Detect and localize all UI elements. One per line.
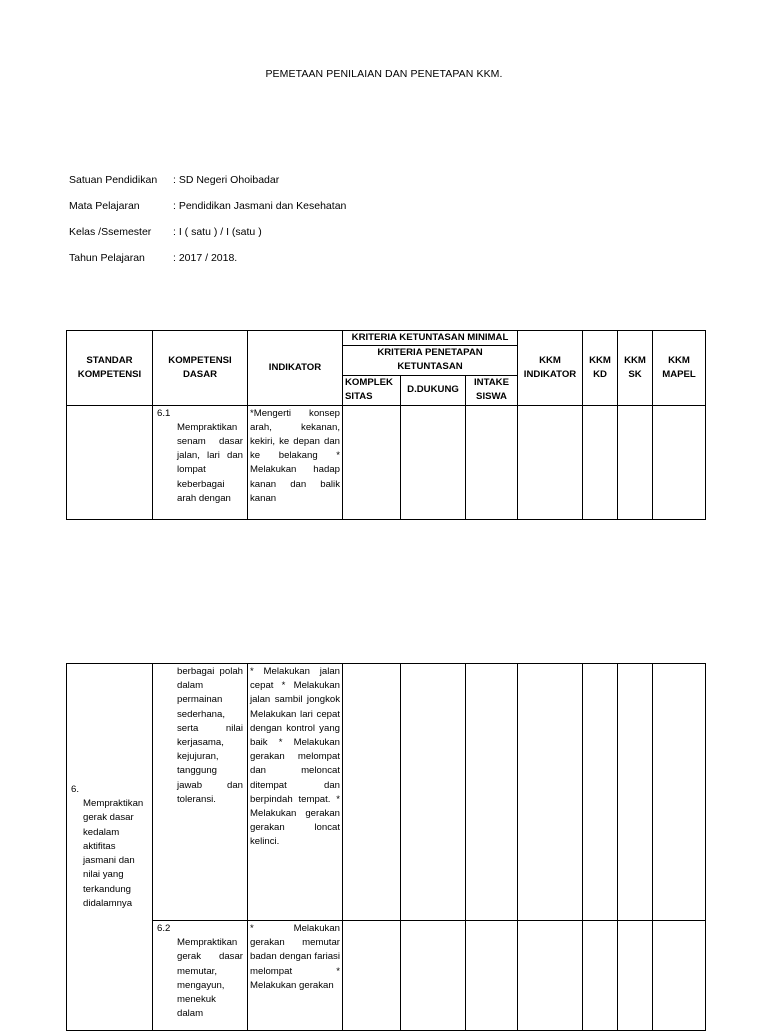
cell-kkm-kd xyxy=(583,921,618,1031)
cell-sk xyxy=(67,664,153,1031)
cell-kkm-kd xyxy=(583,664,618,921)
cell-intake xyxy=(466,664,518,921)
cell-kkm-indikator xyxy=(518,664,583,921)
cell-kkm-mapel xyxy=(653,405,706,519)
cell-dukung xyxy=(401,664,466,921)
kkm-table-page-1 xyxy=(66,330,706,520)
cell-komplek xyxy=(343,405,401,519)
sk-number: 6. xyxy=(71,784,80,796)
cell-kkm-indikator xyxy=(518,405,583,519)
header-komplek: KOMPLEK SITAS xyxy=(343,375,401,405)
cell-komplek xyxy=(343,664,401,921)
cell-kkm-kd xyxy=(583,405,618,519)
meta-value: : 2017 / 2018. xyxy=(173,252,238,264)
meta-row-school xyxy=(69,174,279,186)
header-penetapan: KRITERIA PENETAPAN KETUNTASAN xyxy=(343,346,518,375)
cell-dukung xyxy=(401,405,466,519)
header-kkm-group: KRITERIA KETUNTASAN MINIMAL xyxy=(343,331,518,346)
cell-kkm-sk xyxy=(618,405,653,519)
meta-value: : Pendidikan Jasmani dan Kesehatan xyxy=(173,200,347,212)
kd-text: Mempraktikan senam dasar jalan, lari dan lompat keberbagai arah dengan xyxy=(177,421,243,504)
sk-text: Mempraktikan gerak dasar kedalam aktifitas jasmani dan nilai yang terkandung didalamnya xyxy=(83,798,144,909)
cell-intake xyxy=(466,405,518,519)
meta-row-year xyxy=(69,252,237,264)
cell-kd xyxy=(153,405,248,519)
meta-label: Kelas /Ssemester xyxy=(69,226,152,238)
cell-kd xyxy=(153,664,248,921)
cell-indikator: *Mengerti konsep arah, kekanan, kekiri, ke depan dan ke belakang * Melakukan hadap kanan dan balik kanan xyxy=(248,405,343,519)
meta-row-subject xyxy=(69,200,346,212)
cell-kd xyxy=(153,921,248,1031)
kkm-table-page-2 xyxy=(66,663,706,1031)
kd-text: Mempraktikan gerak dasar memutar, mengayun, menekuk dalam xyxy=(177,937,243,1020)
header-kkm-kd: KKM KD xyxy=(583,331,618,406)
meta-value: : SD Negeri Ohoibadar xyxy=(173,174,280,186)
header-kkm-sk: KKM SK xyxy=(618,331,653,406)
header-kkm-indikator: KKM INDIKATOR xyxy=(518,331,583,406)
kd-number: 6.2 xyxy=(157,923,171,934)
meta-row-class xyxy=(69,226,262,238)
cell-indikator: * Melakukan jalan cepat * Melakukan jalan sambil jongkok Melakukan lari cepat dengan kontrol yang baik * Melakukan gerakan melompat dan meloncat ditempat dan berpindah tempat. * Melakukan gerakan gerakan loncat kelinci. xyxy=(248,664,343,921)
cell-kkm-indikator xyxy=(518,921,583,1031)
cell-kkm-sk xyxy=(618,921,653,1031)
cell-komplek xyxy=(343,921,401,1031)
header-indikator: INDIKATOR xyxy=(248,331,343,406)
cell-kkm-mapel xyxy=(653,921,706,1031)
header-kkm-mapel: KKM MAPEL xyxy=(653,331,706,406)
header-intake: INTAKE SISWA xyxy=(466,375,518,405)
cell-dukung xyxy=(401,921,466,1031)
cell-sk xyxy=(67,405,153,519)
meta-value: : I ( satu ) / I (satu ) xyxy=(173,226,262,238)
cell-indikator: * Melakukan gerakan memutar badan dengan fariasi melompat * Melakukan gerakan xyxy=(248,921,343,1031)
header-sk: STANDAR KOMPETENSI xyxy=(67,331,153,406)
meta-label: Satuan Pendidikan xyxy=(69,174,158,186)
cell-intake xyxy=(466,921,518,1031)
header-dukung: D.DUKUNG xyxy=(401,375,466,405)
cell-kkm-sk xyxy=(618,664,653,921)
meta-label: Tahun Pelajaran xyxy=(69,252,145,264)
cell-kkm-mapel xyxy=(653,664,706,921)
kd-text: berbagai polah dalam permainan sederhana, serta nilai kerjasama, kejujuran, tanggung jawab dan toleransi. xyxy=(177,666,243,805)
header-kd: KOMPETENSI DASAR xyxy=(153,331,248,406)
kd-number: 6.1 xyxy=(157,407,171,419)
meta-label: Mata Pelajaran xyxy=(69,200,140,212)
document-title: PEMETAAN PENILAIAN DAN PENETAPAN KKM. xyxy=(265,68,503,80)
